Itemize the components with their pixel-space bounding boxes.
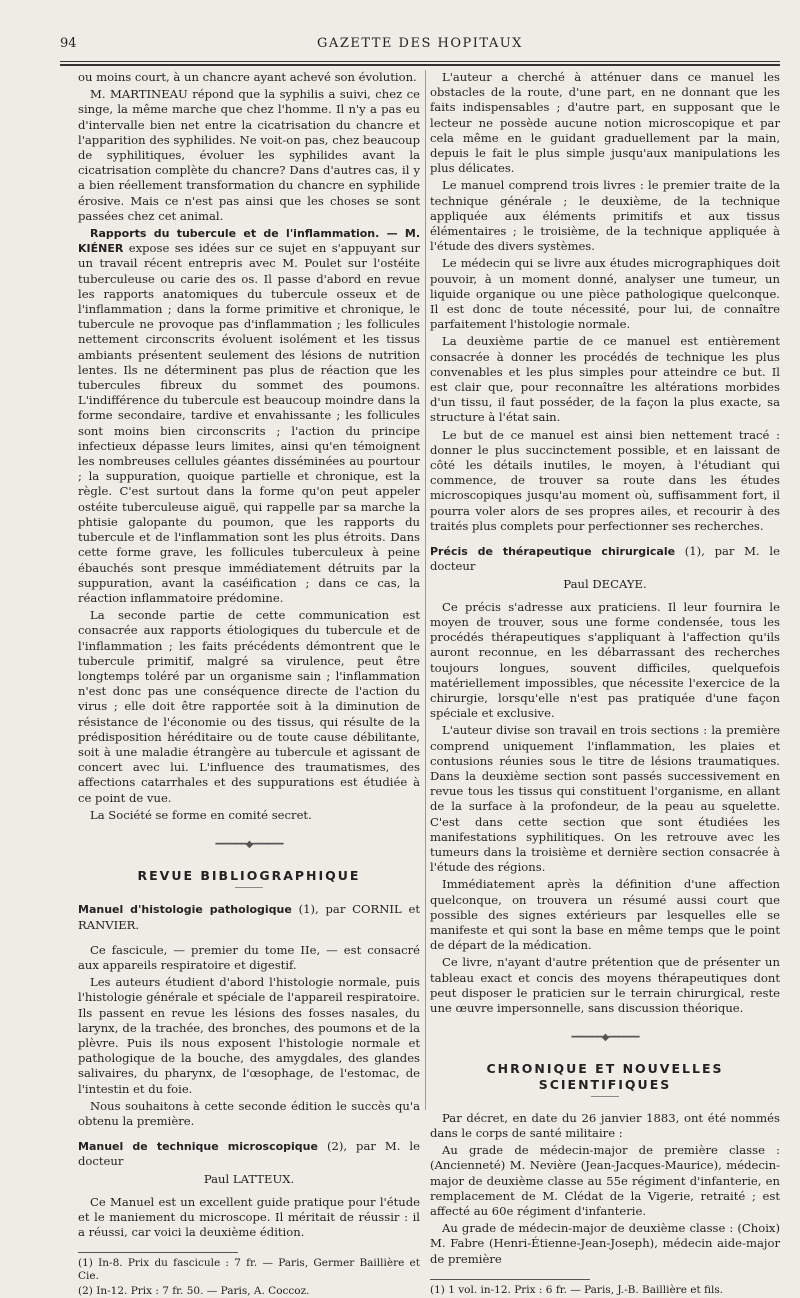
paragraph: Le but de ce manuel est ainsi bien nettement tracé : donner le plus succinctement possible, et en laissant de côté les détails inutiles, le moyen, à l'étudiant qui commence, de trouver sa route dans les études microscopiques jusqu'au moment où, suffisamment fort, il pourra voler alors de ses propres ailes, et recourir à des traités plus complets pour perfectionner ses recherches. [430,427,780,533]
paragraph: Au grade de médecin-major de deuxième classe : (Choix) M. Fabre (Henri-Étienne-Jean-Joseph), médecin aide-major de première [430,1221,780,1266]
ornament-divider: ━━━━━━◆━━━━━━ [571,1032,639,1044]
book-title: Manuel de technique microscopique [78,1140,318,1154]
section-title: REVUE BIBLIOGRAPHIQUE [137,868,361,884]
right-column [430,70,780,1296]
paragraph: M. MARTINEAU répond que la syphilis a suivi, chez ce singe, la même marche que chez l'homme. Il n'y a pas eu d'intervalle bien net entre la cicatrisation du chancre et l'apparition des syphilides. Ne voit-on pas, chez beaucoup de syphilitiques, évoluer les syphilides avant la cicatrisation complète du chancre? Dans d'autres cas, il y a bien réellement transformation du chancre en syphilide érosive. Mais ce n'est pas ainsi que les choses se sont passées chez cet animal. [78,87,420,223]
paragraph: L'auteur a cherché à atténuer dans ce manuel les obstacles de la route, d'une part, en ne donnant que les faits indispensables ; d'autre part, en supposant que le lecteur ne possède aucune notion microscopique et par cela même en le guidant graduellement par la main, depuis le fait le plus simple jusqu'aux manipulations les plus délicates. [430,70,780,176]
book-tail: (2), par M. le docteur [78,1139,421,1169]
paragraph: Nous souhaitons à cette seconde édition le succès qu'a obtenu la première. [78,1098,420,1128]
footnote: (1) In-8. Prix du fascicule : 7 fr. — Paris, Germer Baillière et Cie. [78,1257,420,1283]
paragraph: Ce précis s'adresse aux praticiens. Il leur fournira le moyen de trouver, sous une forme condensée, tous les procédés thérapeutiques s'appliquant à l'affection qu'ils auront reconnue, en les débarrassant des recherches toujours longues, souvent difficiles, quelquefois matériellement impossibles, que nécessite l'exercice de la chirurgie, lorsqu'elle n'est pas pratiquée d'une façon spéciale et exclusive. [430,599,780,721]
footnote: (1) 1 vol. in-12. Prix : 6 fr. — Paris, J.-B. Baillière et fils. [430,1283,724,1296]
paragraph: Le médecin qui se livre aux études micrographiques doit pouvoir, à un moment donné, analyser une tumeur, un liquide organique ou une pièce pathologique quelconque. Il est donc de toute nécessité, pour lui, de connaître parfaitement l'histologie normale. [430,256,780,332]
section-heading: Rapports du tubercule et de l'inflammation. — M. KIÉNER [78,227,420,256]
paragraph: La deuxième partie de ce manuel est entièrement consacrée à donner les procédés de technique les plus convenables et les plus simples pour atteindre ce but. Il est clair que, pour reconnaître les altérations morbides d'un tissu, il faut posséder, de la façon la plus exacte, sa structure à l'état sain. [430,334,780,425]
column-divider [425,70,426,1110]
paragraph: Par décret, en date du 26 janvier 1883, ont été nommés dans le corps de santé militaire : [430,1110,780,1140]
paragraph: Les auteurs étudient d'abord l'histologie normale, puis l'histologie générale et spéciale de l'appareil respiratoire. Ils passent en revue les lésions des fosses nasales, du larynx, de la trachée, des bronches, des poumons et de la plèvre. Puis ils nous exposent l'histologie normale et pathologique de la bouche, des amygdales, des glandes salivaires, du pharynx, de l'œsophage, de l'estomac, de l'intestin et du foie. [78,975,420,1096]
book-title: Manuel d'histologie pathologique [78,903,292,917]
paragraph: Au grade de médecin-major de première classe : (Ancienneté) M. Nevière (Jean-Jacques-Maurice), médecin-major de deuxième classe au 55e régiment d'infanterie, en remplacement de M. Clédat de la Vigerie, retraité ; est affecté au 60e régiment d'infanterie. [430,1143,780,1219]
spacer [78,1131,420,1139]
journal-title: GAZETTE DES HOPITAUX [317,36,523,51]
ornament-divider: ━━━━━━◆━━━━━━ [215,838,283,850]
paragraph [430,544,780,574]
book-author: Paul LATTEUX. [203,1171,295,1186]
spacer [78,935,420,943]
spacer [430,536,780,544]
short-rule [591,1096,619,1097]
left-column [78,70,421,1298]
header-rule [60,61,780,62]
paragraph-text: expose ses idées sur ce sujet en s'appuyant sur un travail récent entrepris avec M. Poulet sur l'ostéite tuberculeuse ou carie des os. Il passe d'abord en revue les rapports anatomiques du tubercule osseux et de l'inflammation ; dans la forme primitive et chronique, le tubercule ne provoque pas d'inflammation ; les follicules nettement circonscrits évoluent isolément et les tissus ambiants présentent seulement des lésions de nutrition lentes. Ils ne déterminent pas plus de réaction que les tubercules fibreux du sommet des poumons. L'indifférence du tubercule est beaucoup moindre dans la forme secondaire, tardive et envahissante ; les follicules sont moins bien circonscrits ; l'action du principe infectieux dépasse leurs limites, ainsi qu'en témoignent les nombreuses cellules géantes disséminées au pourtour ; la suppuration, quoique partielle et chronique, est la règle. C'est surtout dans la forme qu'on peut appeler ostéite tuberculeuse aiguë, qui rappelle par sa marche la phtisie galopante du poumon, que les rapports du tubercule et de l'inflammation sont les plus étroits. Dans cette forme grave, les follicules tuberculeux à peine ébauchés sont presque immédiatement détruits par la suppuration, avant la caséification ; dans ce cas, la réaction inflammatoire prédomine. [78,241,420,605]
paragraph [78,902,420,932]
footnote: (2) In-12. Prix : 7 fr. 50. — Paris, A. Coccoz. [78,1285,310,1298]
book-title: Précis de thérapeutique chirurgicale [430,545,676,559]
footnote-rule [78,1252,238,1253]
short-rule [235,887,263,888]
paragraph: Immédiatement après la définition d'une affection quelconque, on trouvera un résumé aussi court que possible des signes extérieurs par lesquelles elle se manifeste et qui sont la base en même temps que le point de départ de la médication. [430,877,780,953]
footnote-rule [430,1279,590,1280]
section-title: CHRONIQUE ET NOUVELLES SCIENTIFIQUES [486,1061,724,1092]
paragraph: ou moins court, à un chancre ayant achevé son évolution. [78,70,417,84]
book-authors: (1), par CORNIL et RANVIER. [78,902,420,932]
book-tail: (1), par M. le docteur [430,544,780,574]
page-header [60,36,780,54]
paragraph: Ce livre, n'ayant d'autre prétention que de présenter un tableau exact et concis des moyens thérapeutiques dont peut disposer le praticien sur le terrain chirurgical, reste une œuvre impersonnelle, sans discussion théorique. [430,955,780,1015]
paragraph: La Société se forme en comité secret. [90,807,312,822]
paragraph: Le manuel comprend trois livres : le premier traite de la technique générale ; le deuxième, de la technique appliquée aux éléments primitifs et aux tissus élémentaires ; le troisième, de la technique appliquée à l'étude des divers systèmes. [430,178,780,254]
paragraph [78,226,420,606]
paragraph [78,1139,420,1169]
paragraph: La seconde partie de cette communication est consacrée aux rapports étiologiques du tubercule et de l'inflammation ; les faits précédents démontrent que le tubercule primitif, malgré sa virulence, peut être longtemps toléré par un organisme sain ; l'inflammation n'est donc pas une conséquence directe de l'action du virus ; elle doit être rapportée soit à la diminution de résistance de l'économie ou des tissus, qui résulte de la prédisposition héréditaire ou de toute cause débilitante, soit à une maladie étrangère au tubercule et agissant de concert avec lui. L'influence des traumatismes, des affections catarrhales et des suppurations est étudiée à ce point de vue. [78,608,420,805]
paragraph: L'auteur divise son travail en trois sections : la première comprend uniquement l'inflammation, les plaies et contusions réunies sous le titre de lésions traumatiques. Dans la deuxième section sont passés successivement en revue tous les tissus qui constituent l'organisme, en allant de la surface à la profondeur, de la peau au squelette. C'est dans cette section que sont étudiées les manifestations syphilitiques. On les retrouve avec les tumeurs dans la troisième et dernière section consacrée à l'étude des régions. [430,723,780,875]
header-rule-thick [60,64,780,66]
paragraph: Ce Manuel est un excellent guide pratique pour l'étude et le maniement du microscope. Il méritait de réussir : il a réussi, car voici la deuxième édition. [78,1194,420,1240]
page-number: 94 [60,36,77,51]
book-author: Paul DECAYE. [563,576,647,591]
paragraph: Ce fascicule, — premier du tome IIe, — est consacré aux appareils respiratoire et digestif. [78,942,420,972]
